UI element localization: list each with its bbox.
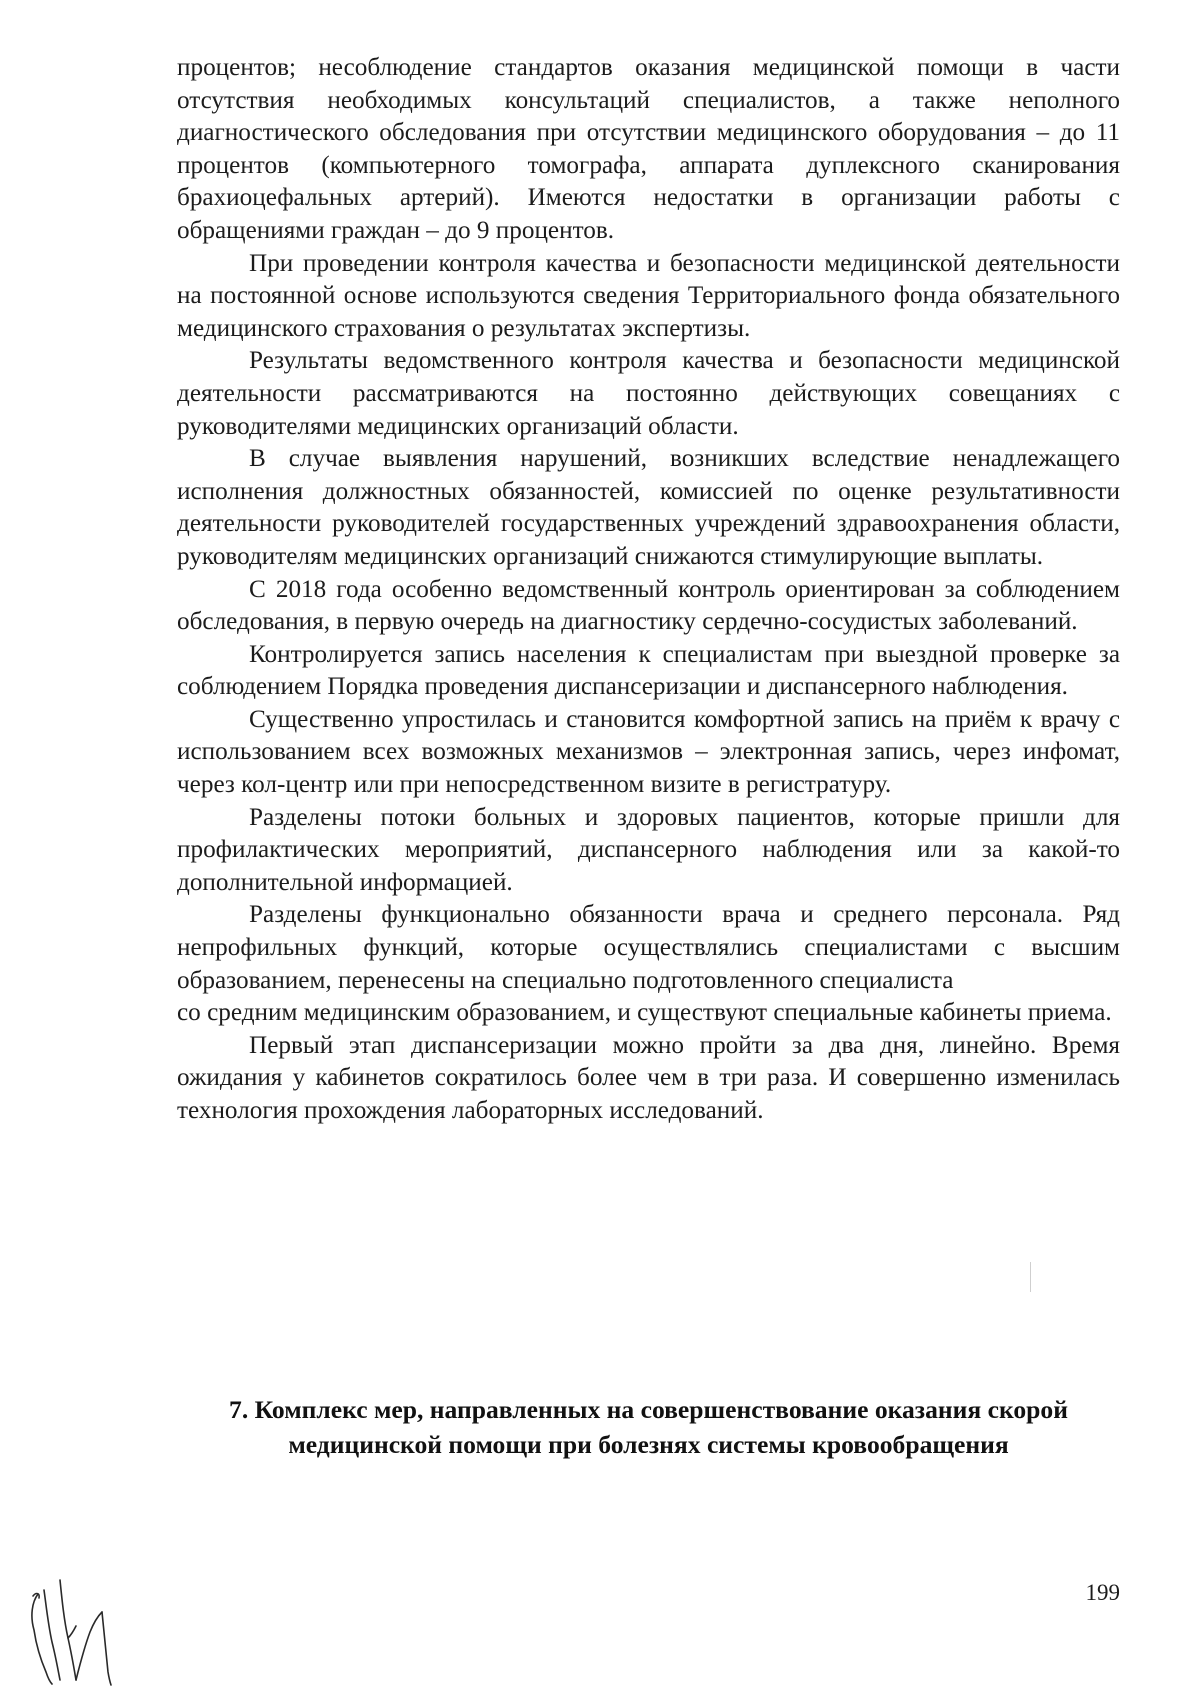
document-body xyxy=(177,52,1120,1128)
page-number: 199 xyxy=(1085,1580,1120,1605)
paragraph-4: В случае выявления нарушений, возникших вследствие ненадлежащего исполнения должностных обязанностей, комиссией по оценке результативности деятельности руководителей государственных учреждений здравоохранения области, руководителям медицинских организаций снижаются стимулирующие выплаты. xyxy=(177,445,1120,570)
paragraph-2: При проведении контроля качества и безопасности медицинской деятельности на постоянной основе используются сведения Территориального фонда обязательного медицинского страхования о результатах экспертизы. xyxy=(177,249,1120,342)
paragraph-11: Первый этап диспансеризации можно пройти за два дня, линейно. Время ожидания у кабинетов сократилось более чем в три раза. И совершенно изменилась технология прохождения лабораторных исследований. xyxy=(177,1031,1120,1124)
paragraph-5: С 2018 года особенно ведомственный контроль ориентирован за соблюдением обследования, в первую очередь на диагностику сердечно-сосудистых заболеваний. xyxy=(177,575,1120,636)
scan-artifact-line xyxy=(1030,1262,1031,1292)
paragraph-6: Контролируется запись населения к специалистам при выездной проверке за соблюдением Порядка проведения диспансеризации и диспансерного наблюдения. xyxy=(177,640,1120,701)
paragraph-3: Результаты ведомственного контроля качества и безопасности медицинской деятельности рассматриваются на постоянно действующих совещаниях с руководителями медицинских организаций области. xyxy=(177,347,1120,440)
paragraph-1: процентов; несоблюдение стандартов оказания медицинской помощи в части отсутствия необходимых консультаций специалистов, а также неполного диагностического обследования при отсутствии медицинского оборудования – до 11 процентов (компьютерного томографа, аппарата дуплексного сканирования брахиоцефальных артерий). Имеются недостатки в организации работы с обращениями граждан – до 9 процентов. xyxy=(177,54,1120,244)
section-heading xyxy=(177,1392,1120,1462)
section-heading-line-1: 7. Комплекс мер, направленных на совершенствование оказания скорой xyxy=(229,1395,1068,1424)
paragraph-7: Существенно упростилась и становится комфортной запись на приём к врачу с использованием всех возможных механизмов – электронная запись, через инфомат, через кол-центр или при непосредственном визите в регистратуру. xyxy=(177,705,1120,799)
paragraph-8: Разделены потоки больных и здоровых пациентов, которые пришли для профилактических мероприятий, диспансерного наблюдения или за какой-то дополнительной информацией. xyxy=(177,803,1120,896)
section-heading-line-2: медицинской помощи при болезнях системы кровообращения xyxy=(288,1430,1009,1459)
paragraph-9: Разделены функционально обязанности врача и среднего персонала. Ряд непрофильных функций, которые осуществлялись специалистами с высшим образованием, перенесены на специально подготовленного специалиста xyxy=(177,901,1120,994)
handwritten-signature xyxy=(24,1572,114,1687)
paragraph-10: со средним медицинским образованием, и существуют специальные кабинеты приема. xyxy=(177,999,1112,1027)
